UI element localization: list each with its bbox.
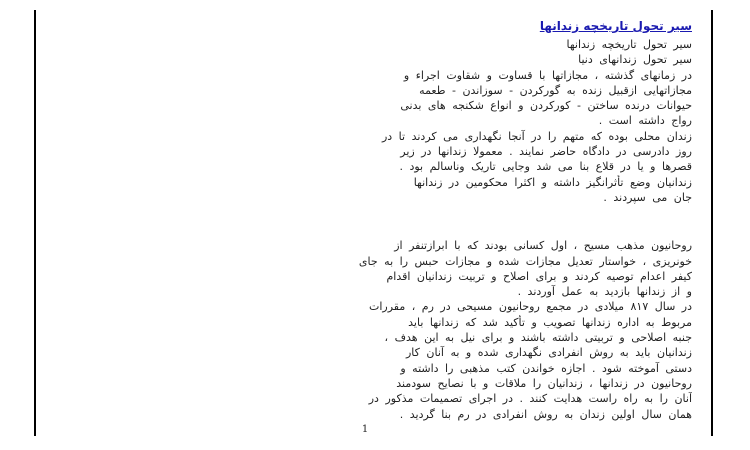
text-line: زندانیان باید به روش انفرادی نگهداری شده و به آنان کار (406, 346, 692, 360)
text-line: حیوانات درنده ساختن - کورکردن و انواع شکنجه های بدنی (400, 99, 692, 113)
paragraph-2 (66, 238, 692, 422)
text-line: سیر تحول زندانهای دنیا (578, 53, 692, 67)
page-number: 1 (361, 424, 369, 435)
text-line: روز دادرسی در دادگاه حاضر نمایند . معمولا زندانها در زیر (400, 145, 692, 159)
document-body (66, 18, 692, 422)
text-line: دستی آموخته شود . اجازه خواندن کتب مذهبی را داشته و (400, 361, 692, 375)
text-line: و از زندانها بازدید به عمل آوردند . (517, 285, 692, 299)
paragraph-spacer (66, 205, 692, 238)
text-line: همان سال اولین زندان به روش انفرادی در رم بنا گردید . (399, 407, 692, 421)
text-line: در زمانهای گذشته ، مجازاتها با قساوت و شقاوت اجراء و (403, 68, 692, 82)
document-title-link[interactable]: سیر تحول تاریخچه زندانها (539, 19, 692, 33)
text-line: زندانیان وضع تأثرانگیز داشته و اکثرا محکومین در زندانها (413, 175, 692, 189)
text-line: رواج داشته است . (598, 114, 692, 128)
text-line: روحانیون در زندانها ، زندانیان را ملاقات و با نصایح سودمند (396, 376, 692, 390)
text-line: مجازاتهایی ازقبیل زنده به گورکردن - سوزاندن - طعمه (419, 83, 692, 97)
text-line: کیفر اعدام توصیه کردند و برای اصلاح و تربیت زندانیان اقدام (386, 269, 692, 283)
text-line: مربوط به اداره زندانها تصویب و تأکید شد که زندانها باید (408, 315, 692, 329)
text-line: آنان را به راه راست هدایت کنند . در اجرای تصمیمات مذکور در (368, 392, 692, 406)
text-line: سیر تحول تاریخچه زندانها (566, 38, 692, 51)
text-line: زندان محلی بوده که متهم را در آنجا نگهداری می کردند تا در (381, 129, 692, 143)
text-line: جان می سپردند . (603, 190, 692, 204)
text-line: در سال ۸۱۷ میلادی در مجمع روحانیون مسیحی در رم ، مقررات (368, 300, 692, 314)
text-line: روحانیون مذهب مسیح ، اول کسانی بودند که با ابرازتنفر از (394, 239, 692, 253)
text-line: خونریزی ، خواستار تعدیل مجازات شده و مجازات حبس را به جای (358, 254, 692, 268)
text-line: جنبه اصلاحی و تربیتی داشته باشند و برای نیل به این هدف ، (384, 331, 692, 345)
text-line: قصرها و یا در قلاع بنا می شد وجایی تاریک وناسالم بود . (399, 160, 692, 174)
paragraph-1 (66, 37, 692, 205)
